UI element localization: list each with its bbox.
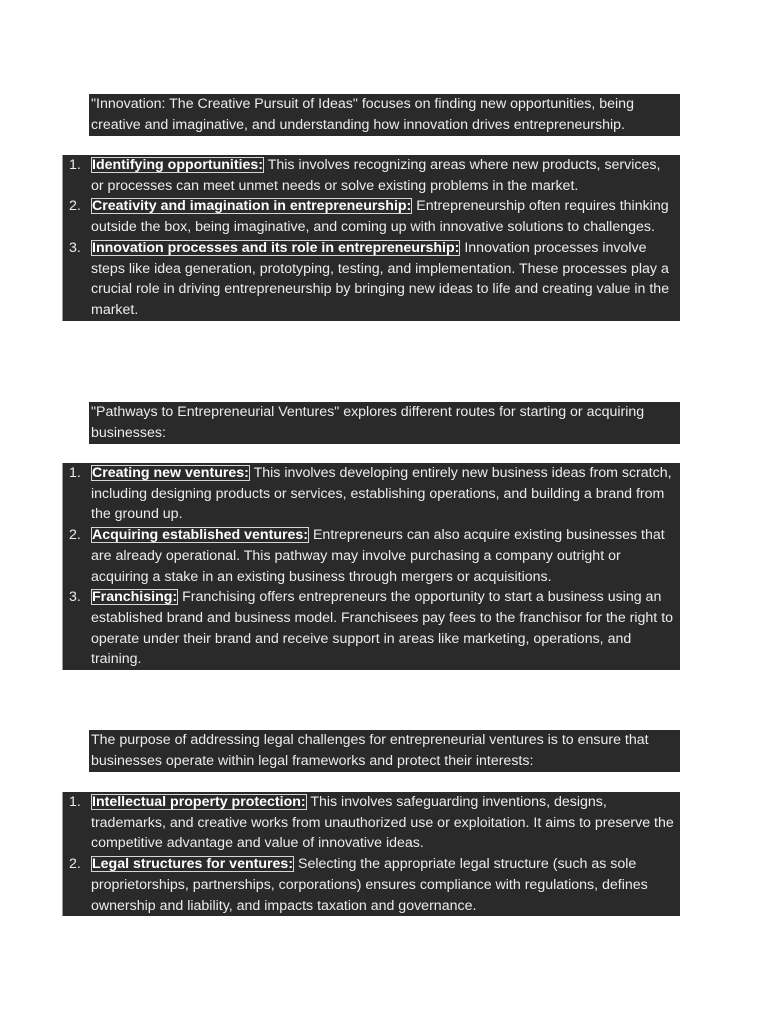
list-item [69, 587, 676, 670]
section-intro-innovation: "Innovation: The Creative Pursuit of Ideas" focuses on finding new opportunities, being creative and imaginative, and understanding how innovation drives entrepreneurship. [89, 94, 680, 136]
list-item [69, 196, 676, 237]
list-number: 2. [69, 856, 81, 873]
list-item [69, 792, 676, 854]
list-term: Creativity and imagination in entrepreneurship: [92, 198, 412, 215]
list-term: Innovation processes and its role in entrepreneurship: [92, 239, 460, 256]
list-text: Entrepreneurs can also acquire existing businesses that are already operational. This pathway may involve purchasing a company outright or acquiring a stake in an existing business through mergers or acquisitions. [91, 527, 665, 585]
list-item [69, 463, 676, 525]
list-term: Franchising: [92, 589, 178, 606]
numbered-list-pathways [62, 463, 680, 670]
list-item [69, 155, 676, 196]
list-number: 3. [69, 239, 81, 256]
section-intro-legal: The purpose of addressing legal challenges for entrepreneurial ventures is to ensure that businesses operate within legal frameworks and protect their interests: [89, 730, 680, 772]
list-item [69, 238, 676, 321]
list-number: 1. [69, 794, 81, 810]
list-item [69, 525, 676, 587]
list-term: Acquiring established ventures: [92, 527, 309, 544]
list-item [69, 854, 676, 916]
list-number: 2. [69, 527, 81, 544]
list-text: This involves recognizing areas where new products, services, or processes can meet unmet needs or solve existing problems in the market. [91, 157, 661, 194]
list-text: This involves developing entirely new business ideas from scratch, including designing products or services, establishing operations, and building a brand from the ground up. [91, 465, 672, 523]
list-term: Legal structures for ventures: [92, 856, 294, 873]
list-text: Innovation processes involve steps like idea generation, prototyping, testing, and implementation. These processes play a crucial role in driving entrepreneurship by bringing new ideas to life and creating value in the market. [91, 239, 670, 318]
list-term: Intellectual property protection: [92, 794, 306, 810]
list-text: Selecting the appropriate legal structure (such as sole proprietorships, partnerships, corporations) ensures compliance with regulations, defines ownership and liability, and impacts taxation and governance. [91, 856, 648, 914]
list-number: 3. [69, 589, 81, 606]
list-number: 1. [69, 465, 81, 481]
numbered-list-innovation [62, 155, 680, 321]
list-term: Creating new ventures: [92, 465, 249, 481]
section-intro-pathways: "Pathways to Entrepreneurial Ventures" explores different routes for starting or acquiring businesses: [89, 402, 680, 444]
list-text: Franchising offers entrepreneurs the opportunity to start a business using an established brand and business model. Franchisees pay fees to the franchisor for the right to operate under their brand and receive support in areas like marketing, operations, and training. [91, 589, 674, 668]
list-text: Entrepreneurship often requires thinking outside the box, being imaginative, and coming up with innovative solutions to challenges. [91, 198, 669, 236]
list-number: 1. [69, 157, 81, 173]
list-term: Identifying opportunities: [92, 157, 264, 173]
list-text: This involves safeguarding inventions, designs, trademarks, and creative works from unauthorized use or exploitation. It aims to preserve the competitive advantage and value of innovative ideas. [91, 794, 674, 852]
numbered-list-legal [62, 792, 680, 916]
list-number: 2. [69, 198, 81, 215]
